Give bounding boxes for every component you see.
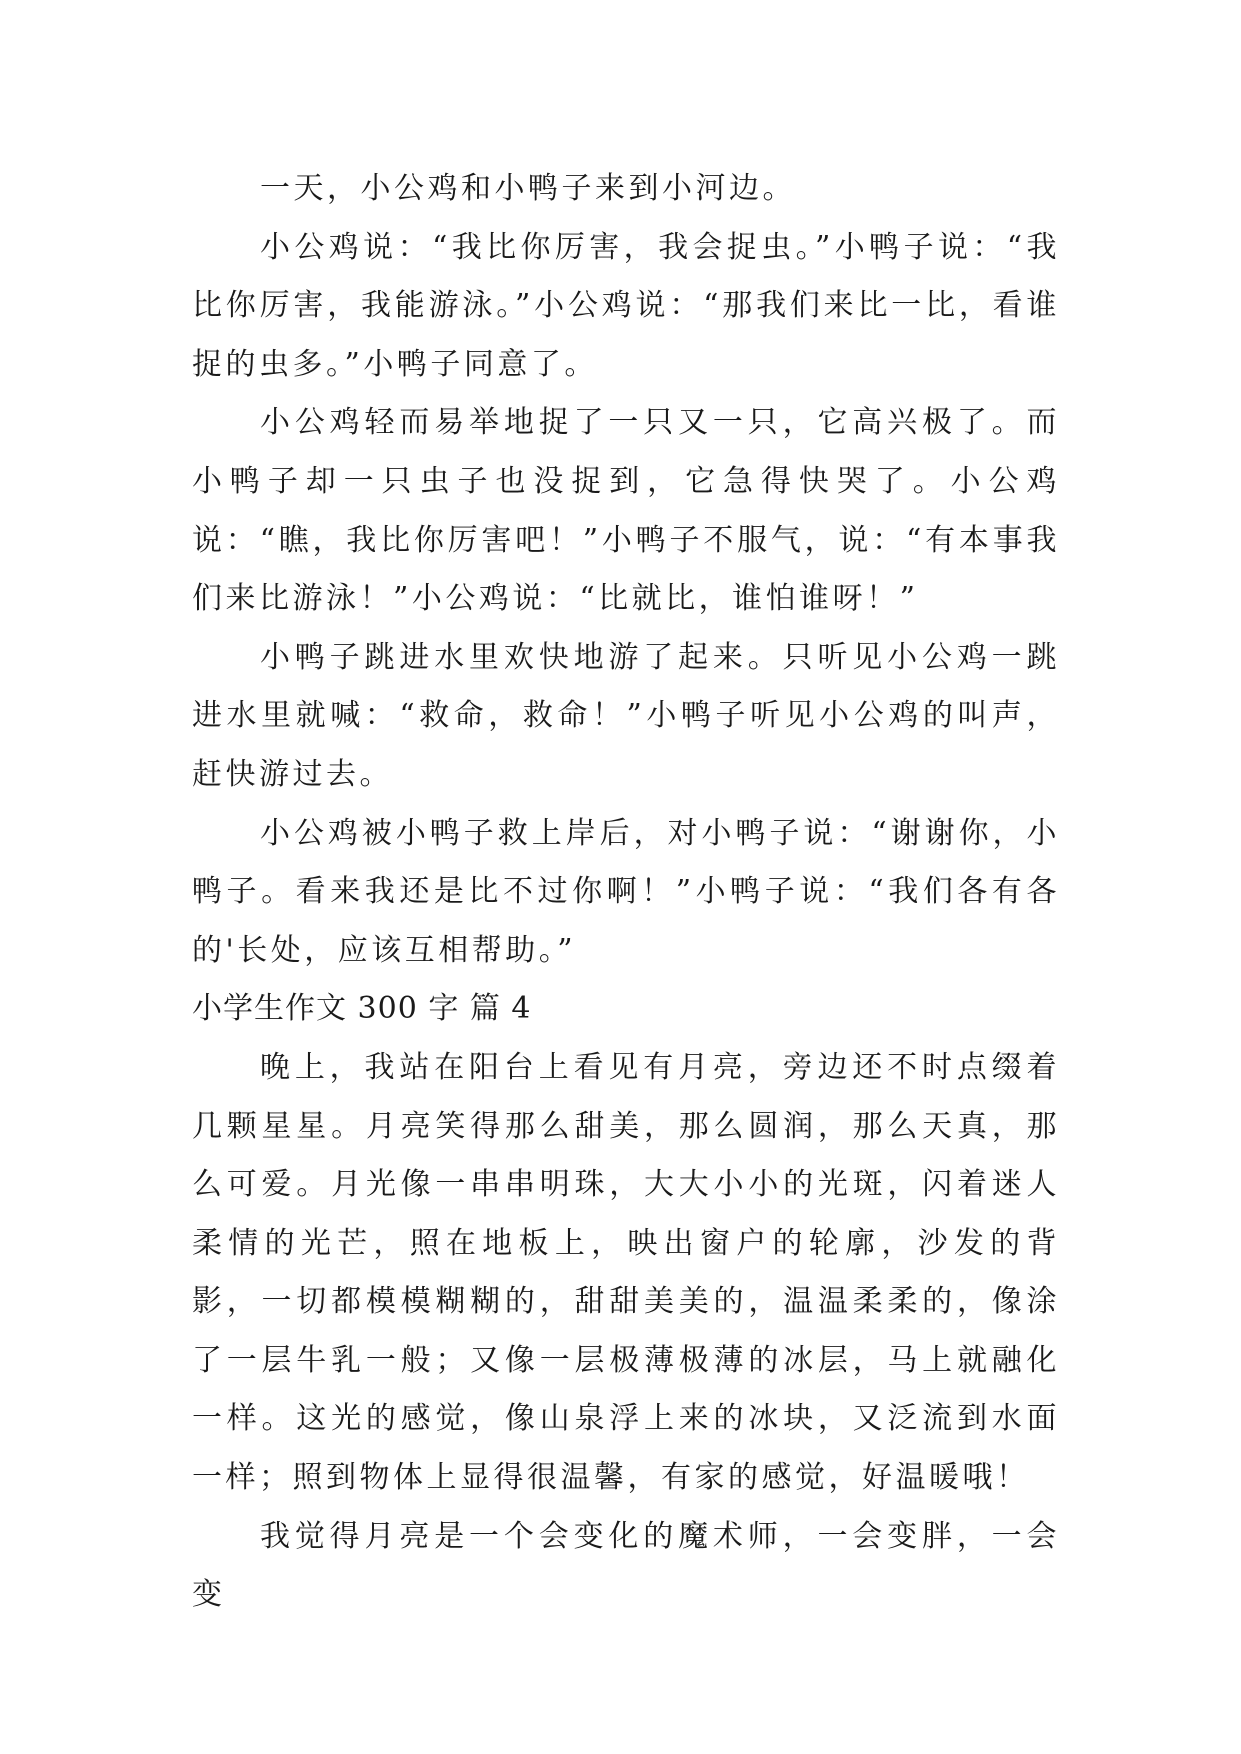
- paragraph-1: 一天，小公鸡和小鸭子来到小河边。: [260, 171, 796, 206]
- paragraph-2: 小公鸡说：“我比你厉害，我会捉虫。”小鸭子说：“我比你厉害，我能游泳。”小公鸡说：“那我们来比一比，看谁捉的虫多。”小鸭子同意了。: [192, 229, 1060, 382]
- document-body: [192, 160, 1060, 1625]
- paragraph-7: 我觉得月亮是一个会变化的魔术师，一会变胖，一会变: [192, 1518, 1060, 1613]
- paragraph-3: 小公鸡轻而易举地捉了一只又一只，它高兴极了。而小鸭子却一只虫子也没捉到，它急得快哭了。小公鸡说：“瞧，我比你厉害吧！”小鸭子不服气，说：“有本事我们来比游泳！”小公鸡说：“比就比，谁怕谁呀！”: [192, 405, 1060, 617]
- paragraph-4: 小鸭子跳进水里欢快地游了起来。只听见小公鸡一跳进水里就喊：“救命，救命！”小鸭子听见小公鸡的叫声，赶快游过去。: [192, 639, 1060, 792]
- paragraph-5: 小公鸡被小鸭子救上岸后，对小鸭子说：“谢谢你，小鸭子。看来我还是比不过你啊！”小鸭子说：“我们各有各的'长处，应该互相帮助。”: [192, 815, 1060, 968]
- section-heading: 小学生作文 300 字 篇 4: [192, 991, 532, 1027]
- paragraph-6: 晚上，我站在阳台上看见有月亮，旁边还不时点缀着几颗星星。月亮笑得那么甜美，那么圆润，那么天真，那么可爱。月光像一串串明珠，大大小小的光斑，闪着迷人柔情的光芒，照在地板上，映出窗户的轮廓，沙发的背影，一切都模模糊糊的，甜甜美美的，温温柔柔的，像涂了一层牛乳一般；又像一层极薄极薄的冰层，马上就融化一样。这光的感觉，像山泉浮上来的冰块，又泛流到水面一样；照到物体上显得很温馨，有家的感觉，好温暖哦！: [192, 1049, 1060, 1496]
